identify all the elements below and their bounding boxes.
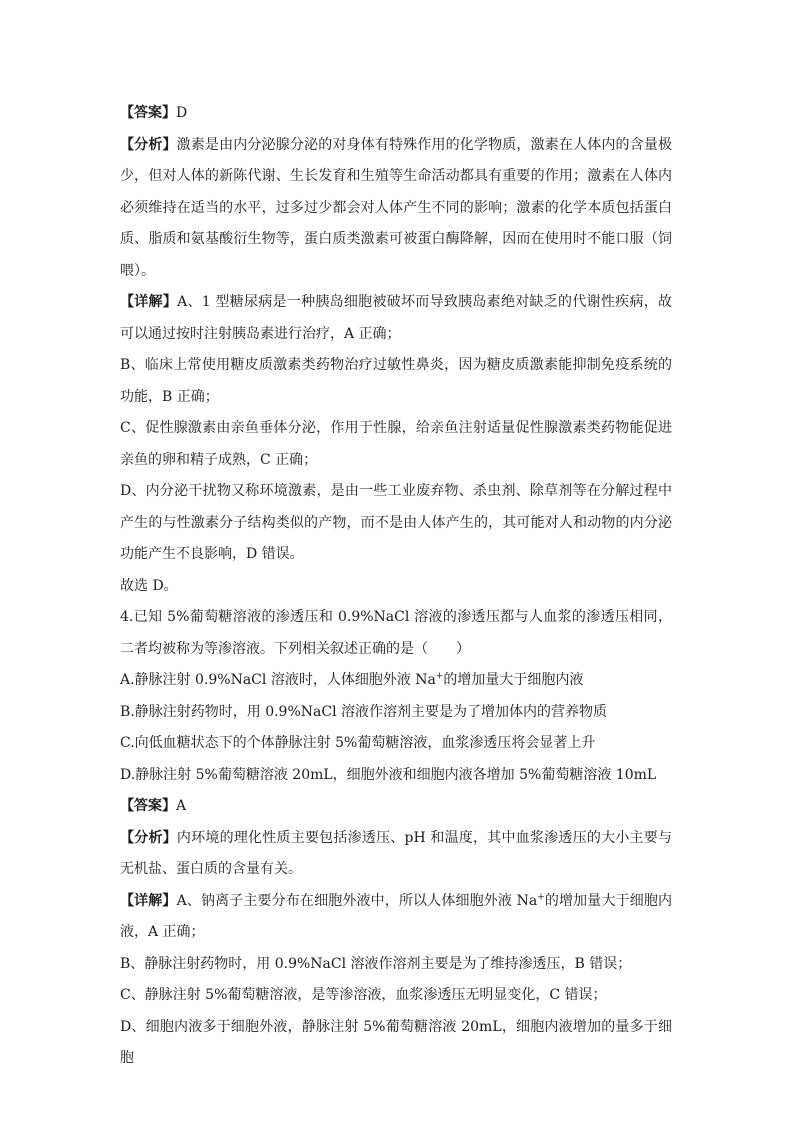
q4-option-c: C.向低血糖状态下的个体静脉注射 5%葡萄糖溶液，血浆渗透压将会显著上升 — [120, 735, 596, 751]
q4-option-a — [120, 665, 672, 697]
q3-detail-d: D、内分泌干扰物又称环境激素，是由一些工业废弃物、杀虫剂、除草剂等在分解过程中产生的与性激素分子结构类似的产物，而不是由人体产生的，其可能对人和动物的内分泌功能产生不良影响，D 错误。 — [120, 483, 672, 562]
answer-label: 【答案】 — [120, 798, 176, 814]
q3-analysis — [120, 130, 672, 288]
q3-answer — [120, 98, 672, 130]
analysis-text: 内环境的理化性质主要包括渗透压、pH 和温度，其中血浆渗透压的大小主要与无机盐、蛋白质的含量有关。 — [120, 829, 672, 877]
q3-detail-c: C、促性腺激素由亲鱼垂体分泌，作用于性腺，给亲鱼注射适量促性腺激素类药物能促进亲鱼的卵和精子成熟，C 正确； — [120, 420, 672, 468]
option-a-sup: + — [435, 671, 444, 682]
q3-detail-b: B、临床上常使用糖皮质激素类药物治疗过敏性鼻炎，因为糖皮质激素能抑制免疫系统的功能，B 正确； — [120, 357, 672, 405]
option-a-text-end: 的增加量大于细胞内液 — [443, 672, 584, 688]
q3-conclusion: 故选 D。 — [120, 577, 178, 594]
q4-analysis — [120, 823, 672, 886]
q4-answer — [120, 791, 672, 823]
q4-detail-b: B、静脉注射药物时，用 0.9%NaCl 溶液作溶剂主要是为了维持渗透压，B 错误； — [120, 955, 632, 972]
q4-option-d: D.静脉注射 5%葡萄糖溶液 20mL，细胞外液和细胞内液各增加 5%葡萄糖溶液 10mL — [120, 766, 657, 783]
detail-sup: + — [537, 891, 545, 902]
analysis-text: 激素是由内分泌腺分泌的对身体有特殊作用的化学物质，激素在人体内的含量极少，但对人体的新陈代谢、生长发育和生殖等生命活动都具有重要的作用；激素在人体内必须维持在适当的水平，过多过少都会对人体产生不同的影响；激素的化学本质包括蛋白质、脂质和氨基酸衍生物等，蛋白质类激素可被蛋白酶降解，因而在使用时不能口服（饲喂）。 — [120, 136, 673, 279]
answer-label: 【答案】 — [120, 105, 176, 121]
q4-detail-d: D、细胞内液多于细胞外液，静脉注射 5%葡萄糖溶液 20mL，细胞内液增加的量多于细胞 — [120, 1018, 672, 1066]
detail-label: 【详解】 — [120, 892, 177, 909]
analysis-label: 【分析】 — [120, 136, 177, 153]
detail-text: A、钠离子主要分布在细胞外液中，所以人体细胞外液 Na — [176, 892, 538, 909]
detail-text-end: 的增加量大于细胞内液，A 正确； — [120, 892, 673, 940]
answer-value: A — [176, 798, 187, 814]
q3-detail-a — [120, 287, 672, 350]
answer-value: D — [176, 105, 188, 121]
option-a-text: A.静脉注射 0.9%NaCl 溶液时，人体细胞外液 Na — [120, 672, 436, 688]
document-page — [120, 98, 672, 1075]
detail-text: A、1 型糖尿病是一种胰岛细胞被破坏而导致胰岛素绝对缺乏的代谢性疾病，故可以通过按时注射胰岛素进行治疗，A 正确； — [120, 294, 672, 342]
q4-detail-a — [120, 886, 672, 949]
detail-label: 【详解】 — [120, 294, 178, 310]
analysis-label: 【分析】 — [120, 829, 177, 846]
q4-stem: 4.已知 5%葡萄糖溶液的渗透压和 0.9%NaCl 溶液的渗透压都与人血浆的渗透压相同，二者均被称为等渗溶液。下列相关叙述正确的是（ ） — [120, 609, 672, 657]
q4-detail-c: C、静脉注射 5%葡萄糖溶液，是等渗溶液，血浆渗透压无明显变化，C 错误； — [120, 987, 607, 1003]
q4-option-b: B.静脉注射药物时，用 0.9%NaCl 溶液作溶剂主要是为了增加体内的营养物质 — [120, 703, 607, 720]
